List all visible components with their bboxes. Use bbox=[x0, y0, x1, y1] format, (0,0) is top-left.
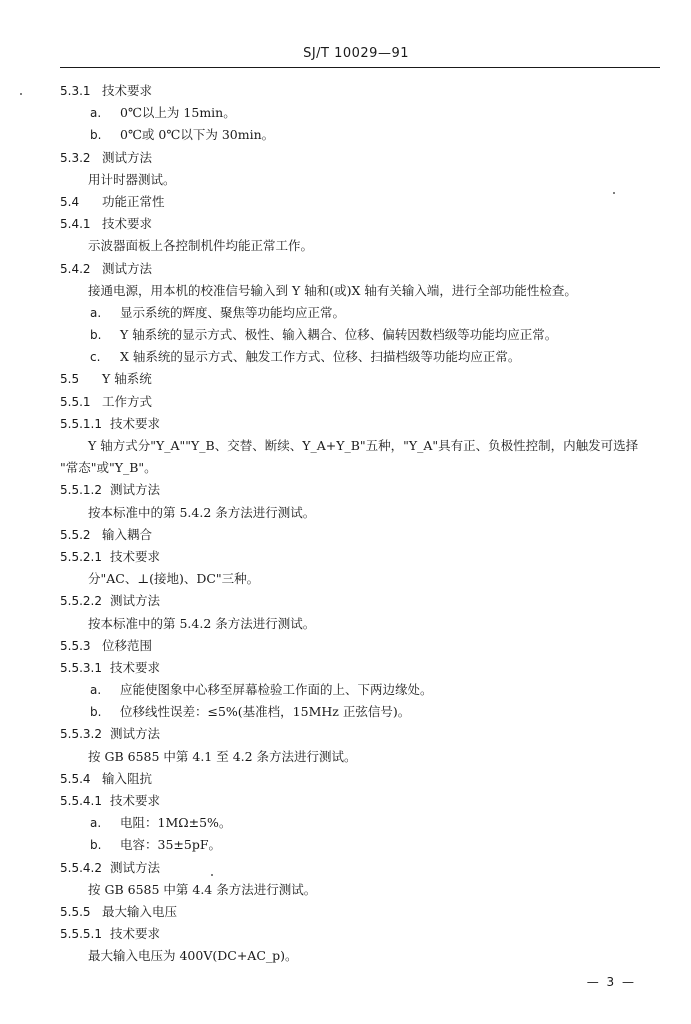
section-heading bbox=[0, 213, 691, 235]
section-title: 测试方法 bbox=[109, 482, 160, 498]
list-item-text: X 轴系统的显示方式、触发工作方式、位移、扫描档级等功能均应正常。 bbox=[120, 349, 521, 365]
section-heading bbox=[0, 368, 691, 390]
section-number: 5.5.3.2 bbox=[60, 727, 102, 742]
section-heading bbox=[0, 191, 691, 213]
scan-speck bbox=[211, 874, 213, 876]
list-marker: b. bbox=[90, 705, 102, 720]
section-number: 5.5.1.2 bbox=[60, 483, 102, 498]
list-marker: a. bbox=[90, 305, 102, 320]
section-number: 5.4.2 bbox=[60, 261, 91, 276]
page-number: — 3 — bbox=[586, 975, 636, 989]
list-item-text: 电阻：1MΩ±5%。 bbox=[120, 815, 232, 831]
section-title: 位移范围 bbox=[102, 637, 153, 653]
section-title: 功能正常性 bbox=[102, 193, 165, 209]
section-title: 测试方法 bbox=[109, 859, 160, 875]
section-number: 5.5.4 bbox=[60, 771, 91, 786]
section-title: 技术要求 bbox=[109, 926, 160, 942]
section-heading bbox=[0, 657, 691, 679]
section-title: 技术要求 bbox=[109, 415, 160, 431]
section-title: 技术要求 bbox=[102, 83, 153, 98]
standard-code: SJ/T 10029—91 bbox=[303, 46, 409, 61]
section-heading bbox=[0, 147, 691, 169]
section-heading bbox=[0, 635, 691, 657]
list-marker: b. bbox=[90, 838, 102, 853]
list-item-text: 位移线性误差：≤5%(基准档，15MHz 正弦信号)。 bbox=[120, 704, 411, 720]
paragraph bbox=[0, 746, 691, 768]
section-heading bbox=[0, 790, 691, 812]
list-item-text: 电容：35±5pF。 bbox=[120, 837, 222, 853]
paragraph bbox=[0, 568, 691, 590]
scan-speck bbox=[20, 93, 22, 95]
section-heading bbox=[0, 923, 691, 945]
section-heading bbox=[0, 479, 691, 501]
list-item-text: 0℃以上为 15min。 bbox=[120, 105, 236, 121]
section-heading bbox=[0, 590, 691, 612]
list-item-text: 应能使图象中心移至屏幕检验工作面的上、下两边缘处。 bbox=[120, 682, 433, 698]
paragraph bbox=[0, 435, 691, 457]
paragraph bbox=[0, 235, 691, 257]
paragraph-text: 最大输入电压为 400V(DC+AC_p)。 bbox=[88, 948, 298, 964]
list-marker: a. bbox=[90, 106, 102, 121]
section-number: 5.5.5.1 bbox=[60, 927, 102, 942]
section-heading bbox=[0, 857, 691, 879]
section-number: 5.5.1 bbox=[60, 394, 91, 409]
page-header bbox=[0, 46, 691, 66]
list-marker: b. bbox=[90, 128, 102, 143]
paragraph bbox=[0, 280, 691, 302]
paragraph-text: 按 GB 6585 中第 4.1 至 4.2 条方法进行测试。 bbox=[88, 748, 357, 764]
section-heading bbox=[0, 524, 691, 546]
list-item-text: 显示系统的辉度、聚焦等功能均应正常。 bbox=[120, 304, 346, 320]
paragraph bbox=[0, 613, 691, 635]
paragraph-text: 按本标准中的第 5.4.2 条方法进行测试。 bbox=[88, 615, 316, 631]
section-title: 最大输入电压 bbox=[102, 903, 178, 919]
section-heading bbox=[0, 413, 691, 435]
list-item bbox=[0, 679, 691, 701]
paragraph-text: 按本标准中的第 5.4.2 条方法进行测试。 bbox=[88, 504, 316, 520]
section-title: 技术要求 bbox=[109, 548, 160, 564]
paragraph bbox=[0, 169, 691, 191]
section-title: 工作方式 bbox=[102, 393, 153, 409]
section-title: 技术要求 bbox=[109, 659, 160, 675]
section-number: 5.5.2 bbox=[60, 527, 91, 542]
section-number: 5.5.4.1 bbox=[60, 794, 102, 808]
section-heading bbox=[0, 258, 691, 280]
paragraph-text: 用计时器测试。 bbox=[88, 171, 176, 187]
list-marker: a. bbox=[90, 683, 102, 698]
section-heading bbox=[0, 768, 691, 790]
paragraph-text: 分"AC、⊥(接地)、DC"三种。 bbox=[88, 571, 260, 587]
paragraph-text: 示波器面板上各控制机件均能正常工作。 bbox=[88, 238, 314, 254]
section-title: Y 轴系统 bbox=[102, 371, 152, 387]
paragraph-text: Y 轴方式分"Y_A""Y_B、交替、断续、Y_A+Y_B"五种，"Y_A"具有正、负极性控制，内触发可选择 bbox=[88, 438, 639, 453]
paragraph bbox=[0, 945, 691, 967]
section-title: 技术要求 bbox=[109, 793, 160, 808]
section-title: 测试方法 bbox=[109, 593, 160, 609]
list-item bbox=[0, 124, 691, 146]
section-title: 测试方法 bbox=[102, 149, 153, 165]
section-title: 测试方法 bbox=[102, 260, 153, 276]
document-body bbox=[0, 80, 691, 968]
section-title: 测试方法 bbox=[109, 726, 160, 742]
section-number: 5.3.2 bbox=[60, 150, 91, 165]
list-item bbox=[0, 302, 691, 324]
section-heading bbox=[0, 901, 691, 923]
paragraph bbox=[0, 502, 691, 524]
section-title: 输入阻抗 bbox=[102, 770, 153, 786]
section-number: 5.5 bbox=[60, 372, 80, 387]
list-item bbox=[0, 102, 691, 124]
paragraph-text: "常态"或"Y_B"。 bbox=[60, 460, 157, 476]
list-item bbox=[0, 834, 691, 856]
section-heading bbox=[0, 80, 691, 102]
paragraph bbox=[0, 879, 691, 901]
section-number: 5.5.2.2 bbox=[60, 594, 102, 609]
section-number: 5.5.3 bbox=[60, 638, 91, 653]
list-item bbox=[0, 701, 691, 723]
section-number: 5.4.1 bbox=[60, 217, 91, 232]
section-number: 5.5.2.1 bbox=[60, 549, 102, 564]
section-heading bbox=[0, 546, 691, 568]
section-number: 5.5.4.2 bbox=[60, 860, 102, 875]
list-item bbox=[0, 346, 691, 368]
section-title: 输入耦合 bbox=[102, 526, 153, 542]
section-number: 5.3.1 bbox=[60, 84, 91, 98]
section-number: 5.5.1.1 bbox=[60, 416, 102, 431]
paragraph-continuation bbox=[0, 457, 691, 479]
list-item bbox=[0, 324, 691, 346]
list-item-text: 0℃或 0℃以下为 30min。 bbox=[120, 127, 275, 143]
scan-speck bbox=[613, 192, 615, 194]
header-rule bbox=[60, 67, 660, 68]
section-number: 5.4 bbox=[60, 194, 80, 209]
list-item bbox=[0, 812, 691, 834]
list-marker: b. bbox=[90, 328, 102, 343]
paragraph-text: 按 GB 6585 中第 4.4 条方法进行测试。 bbox=[88, 881, 317, 897]
paragraph-text: 接通电源，用本机的校准信号输入到 Y 轴和(或)X 轴有关输入端，进行全部功能性检查。 bbox=[88, 282, 577, 298]
list-marker: c. bbox=[90, 350, 101, 365]
list-item-text: Y 轴系统的显示方式、极性、输入耦合、位移、偏转因数档级等功能均应正常。 bbox=[120, 327, 558, 343]
section-heading bbox=[0, 723, 691, 745]
section-title: 技术要求 bbox=[102, 216, 153, 232]
section-number: 5.5.3.1 bbox=[60, 660, 102, 675]
list-marker: a. bbox=[90, 816, 102, 831]
section-heading bbox=[0, 391, 691, 413]
section-number: 5.5.5 bbox=[60, 904, 91, 919]
